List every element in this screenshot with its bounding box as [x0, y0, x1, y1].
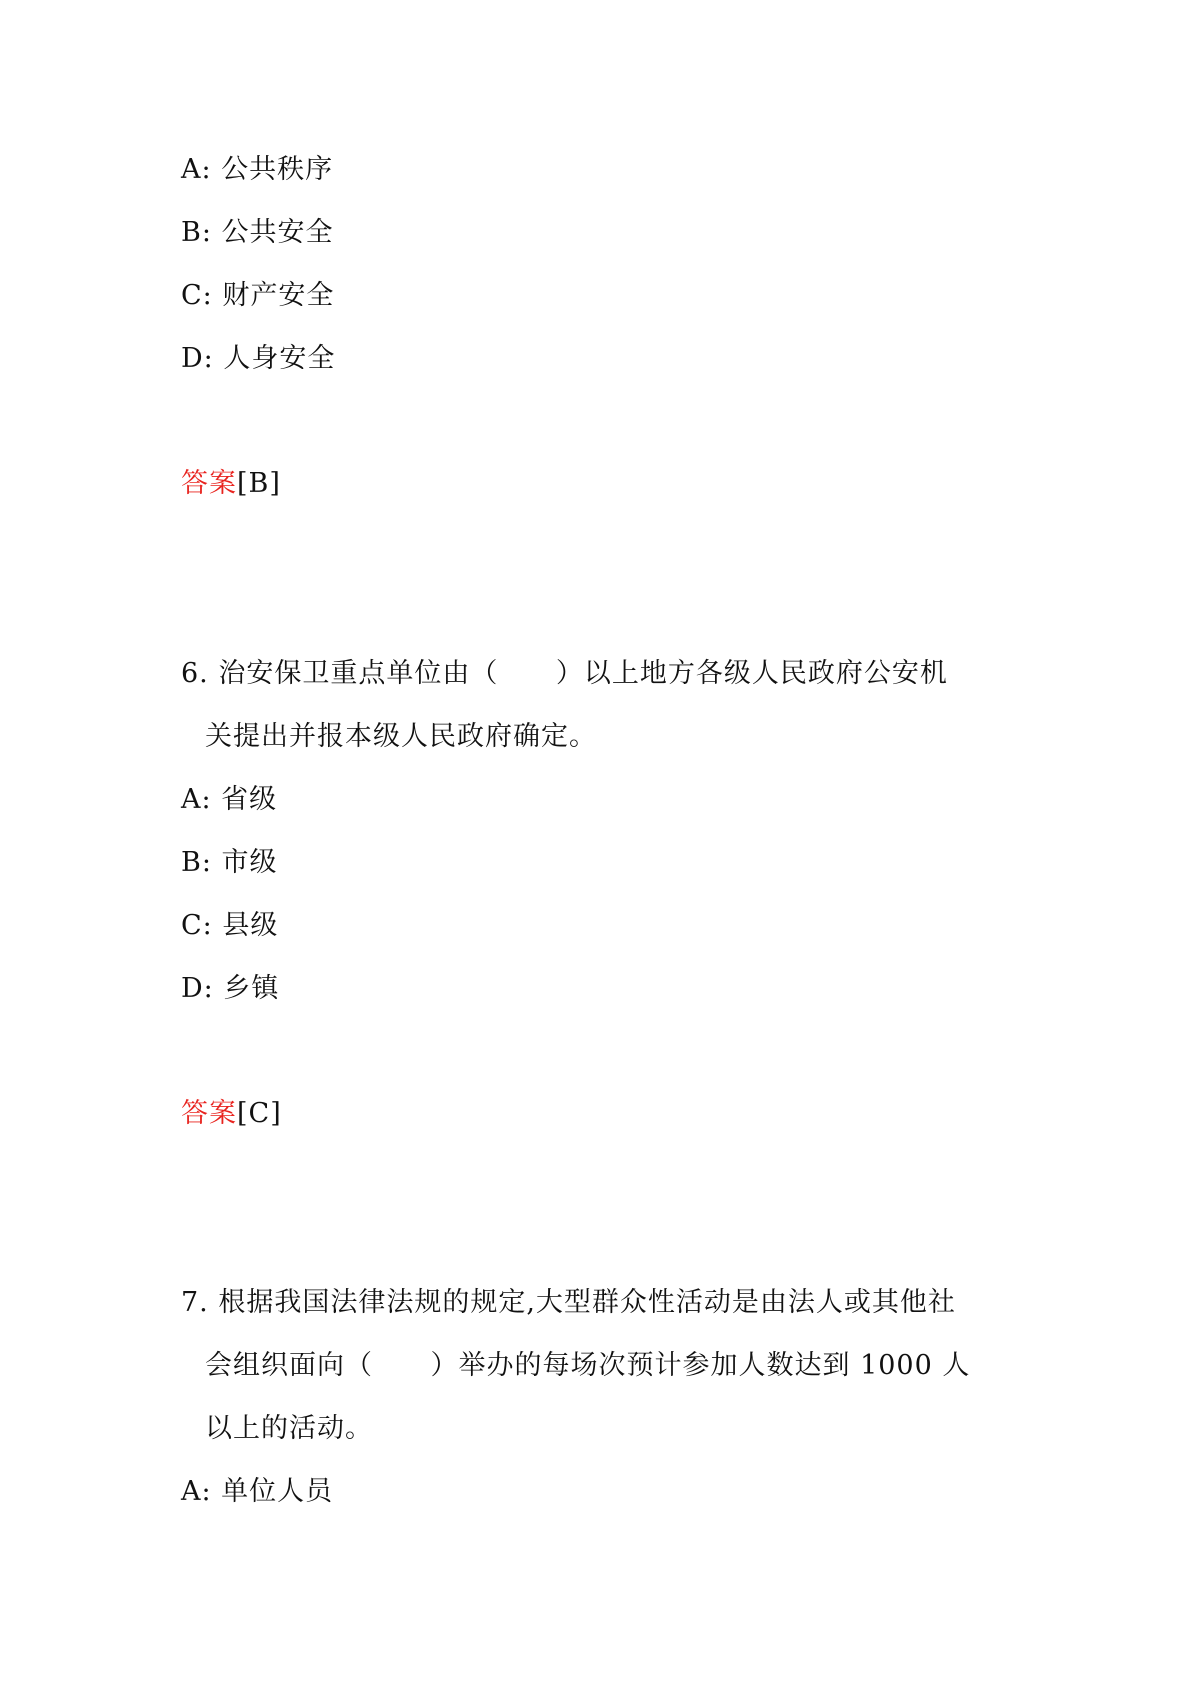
question-7-text: 7. 根据我国法律法规的规定,大型群众性活动是由法人或其他社: [181, 1287, 956, 1318]
question-7-text-cont: 以上的活动。: [205, 1413, 373, 1444]
question-7-text-cont: 会组织面向（ ）举办的每场次预计参加人数达到 1000 人: [205, 1350, 971, 1381]
question-6-text: 6. 治安保卫重点单位由（ ）以上地方各级人民政府公安机: [181, 658, 948, 689]
option-a: A: 单位人员: [181, 1476, 334, 1507]
option-b: B: 公共安全: [181, 217, 334, 248]
answer-line: [181, 1096, 282, 1132]
answer-label: 答案: [181, 468, 237, 499]
answer-line: [181, 466, 281, 502]
option-d: D: 乡镇: [181, 973, 280, 1004]
option-b: B: 市级: [181, 847, 278, 878]
option-a: A: 公共秩序: [181, 154, 334, 185]
option-a: A: 省级: [181, 784, 278, 815]
question-6-text-cont: 关提出并报本级人民政府确定。: [205, 721, 597, 752]
option-c: C: 县级: [181, 910, 279, 941]
option-c: C: 财产安全: [181, 280, 335, 311]
answer-value: [C]: [237, 1098, 282, 1129]
answer-value: [B]: [237, 468, 281, 499]
answer-label: 答案: [181, 1098, 237, 1129]
option-d: D: 人身安全: [181, 343, 336, 374]
